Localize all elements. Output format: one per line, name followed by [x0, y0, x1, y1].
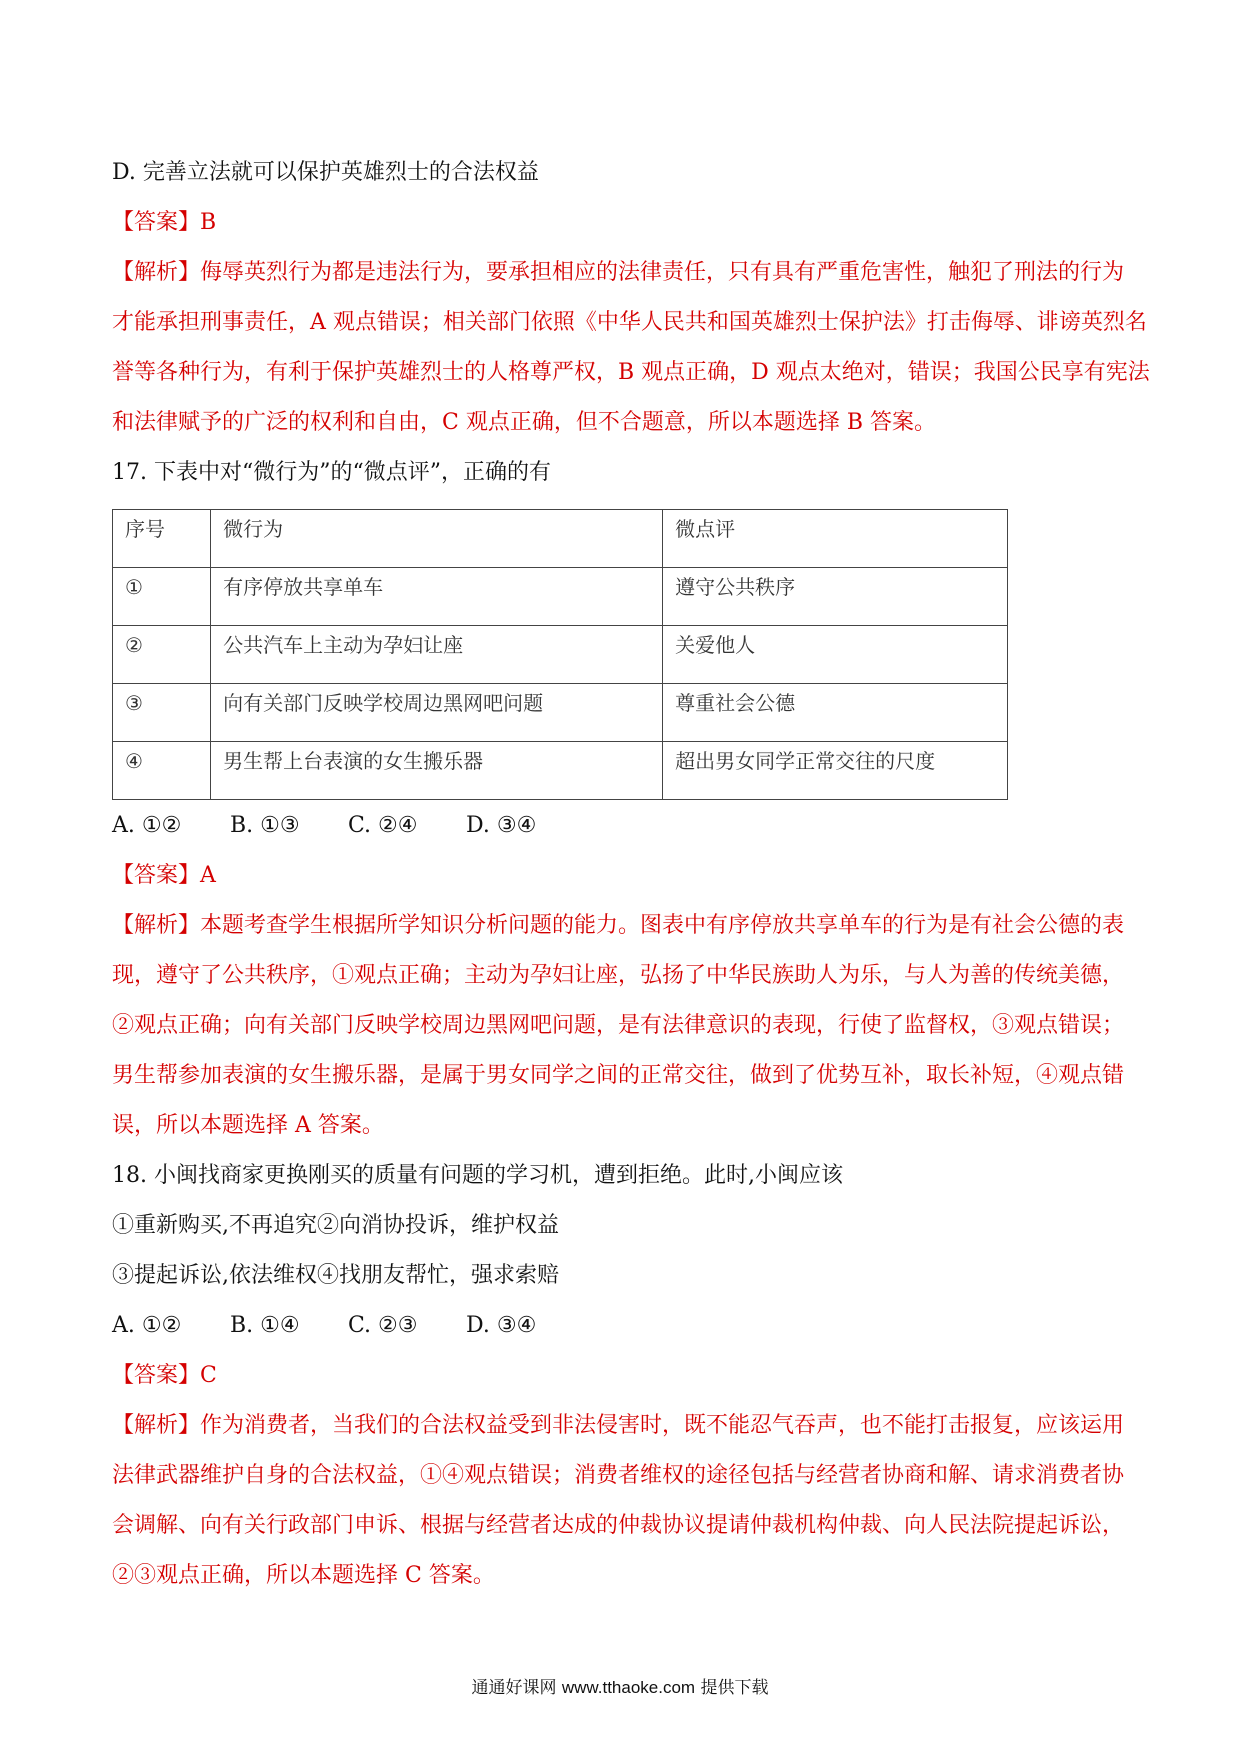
table-row [113, 568, 1008, 626]
analysis-tag: 【解析】 [112, 1413, 201, 1438]
table-cell: 向有关部门反映学校周边黑网吧问题 [211, 684, 663, 742]
q18-analysis-line: 法律武器维护自身的合法权益，①④观点错误；消费者维权的途径包括与经营者协商和解、请求消费者协 [112, 1463, 1125, 1488]
q17-analysis-line: 现，遵守了公共秩序，①观点正确；主动为孕妇让座，弘扬了中华民族助人为乐，与人为善的传统美德， [112, 963, 1125, 988]
table-cell: ④ [113, 742, 211, 800]
table-cell: 公共汽车上主动为孕妇让座 [211, 626, 663, 684]
q17-answer [112, 861, 216, 891]
option-d: D. ③④ [466, 1313, 537, 1338]
analysis-tag: 【解析】 [112, 260, 201, 285]
analysis-text: 本题考查学生根据所学知识分析问题的能力。图表中有序停放共享单车的行为是有社会公德的表 [200, 913, 1125, 938]
q17-analysis-line [112, 911, 1124, 941]
q17-analysis-line: 误，所以本题选择 A 答案。 [112, 1113, 384, 1138]
option-c: C. ②④ [348, 813, 418, 838]
q17-analysis-line: 男生帮参加表演的女生搬乐器，是属于男女同学之间的正常交往，做到了优势互补，取长补短，④观点错 [112, 1063, 1125, 1088]
option-a: A. ①② [112, 813, 182, 838]
footer-site: 通通好课网 [471, 1678, 557, 1698]
q16-analysis-line: 和法律赋予的广泛的权利和自由，C 观点正确，但不合题意，所以本题选择 B 答案。 [112, 410, 936, 435]
option-d: D. ③④ [466, 813, 537, 838]
analysis-text: 作为消费者，当我们的合法权益受到非法侵害时，既不能忍气吞声，也不能打击报复，应该运用 [200, 1413, 1125, 1438]
q17-stem: 17. 下表中对“微行为”的“微点评”，正确的有 [112, 460, 551, 485]
q18-choice-line: ①重新购买,不再追究②向消协投诉，维护权益 [112, 1213, 559, 1238]
q16-analysis-line: 才能承担刑事责任，A 观点错误；相关部门依照《中华人民共和国英雄烈士保护法》打击侮辱、诽谤英烈名 [112, 310, 1147, 335]
table-row [113, 742, 1008, 800]
answer-tag: 【答案】 [112, 1363, 201, 1388]
table-cell: ① [113, 568, 211, 626]
option-a: A. ①② [112, 1313, 182, 1338]
answer-value: A [200, 863, 216, 888]
footer-suffix: 提供下载 [700, 1678, 769, 1698]
q16-option-d: D. 完善立法就可以保护英雄烈士的合法权益 [112, 160, 539, 185]
table-cell: 超出男女同学正常交往的尺度 [663, 742, 1008, 800]
option-b: B. ①④ [230, 1313, 300, 1338]
table-header-row [113, 510, 1008, 568]
q18-analysis-line: ②③观点正确，所以本题选择 C 答案。 [112, 1563, 495, 1588]
q18-choice-line: ③提起诉讼,依法维权④找朋友帮忙，强求索赔 [112, 1263, 559, 1288]
q18-analysis-line: 会调解、向有关行政部门申诉、根据与经营者达成的仲裁协议提请仲裁机构仲裁、向人民法院提起诉讼， [112, 1513, 1125, 1538]
table-cell: ③ [113, 684, 211, 742]
table-cell: 有序停放共享单车 [211, 568, 663, 626]
table-header-cell: 微点评 [663, 510, 1008, 568]
analysis-tag: 【解析】 [112, 913, 201, 938]
answer-value: C [200, 1363, 217, 1388]
q17-options [112, 811, 536, 841]
answer-tag: 【答案】 [112, 863, 201, 888]
q18-options [112, 1311, 536, 1341]
q18-stem: 18. 小闽找商家更换刚买的质量有问题的学习机，遭到拒绝。此时,小闽应该 [112, 1163, 843, 1188]
answer-value: B [200, 210, 217, 235]
option-c: C. ②③ [348, 1313, 418, 1338]
table-cell: 尊重社会公德 [663, 684, 1008, 742]
table-cell: ② [113, 626, 211, 684]
table-row [113, 684, 1008, 742]
q17-analysis-line: ②观点正确；向有关部门反映学校周边黑网吧问题，是有法律意识的表现，行使了监督权，③观点错误； [112, 1013, 1125, 1038]
answer-tag: 【答案】 [112, 210, 201, 235]
q18-answer [112, 1361, 217, 1391]
q17-table [112, 509, 1008, 800]
table-cell: 关爱他人 [663, 626, 1008, 684]
page-footer [0, 1676, 1240, 1700]
table-header-cell: 微行为 [211, 510, 663, 568]
q16-analysis-line: 誉等各种行为，有利于保护英雄烈士的人格尊严权，B 观点正确，D 观点太绝对，错误；我国公民享有宪法 [112, 360, 1150, 385]
table-header-cell: 序号 [113, 510, 211, 568]
option-b: B. ①③ [230, 813, 300, 838]
q18-analysis-line [112, 1411, 1124, 1441]
q16-answer [112, 208, 216, 238]
table-cell: 遵守公共秩序 [663, 568, 1008, 626]
table-cell: 男生帮上台表演的女生搬乐器 [211, 742, 663, 800]
analysis-text: 侮辱英烈行为都是违法行为，要承担相应的法律责任，只有具有严重危害性，触犯了刑法的行为 [200, 260, 1125, 285]
table-row [113, 626, 1008, 684]
q16-analysis-line [112, 258, 1124, 288]
footer-url[interactable]: www.tthaoke.com [561, 1678, 696, 1697]
